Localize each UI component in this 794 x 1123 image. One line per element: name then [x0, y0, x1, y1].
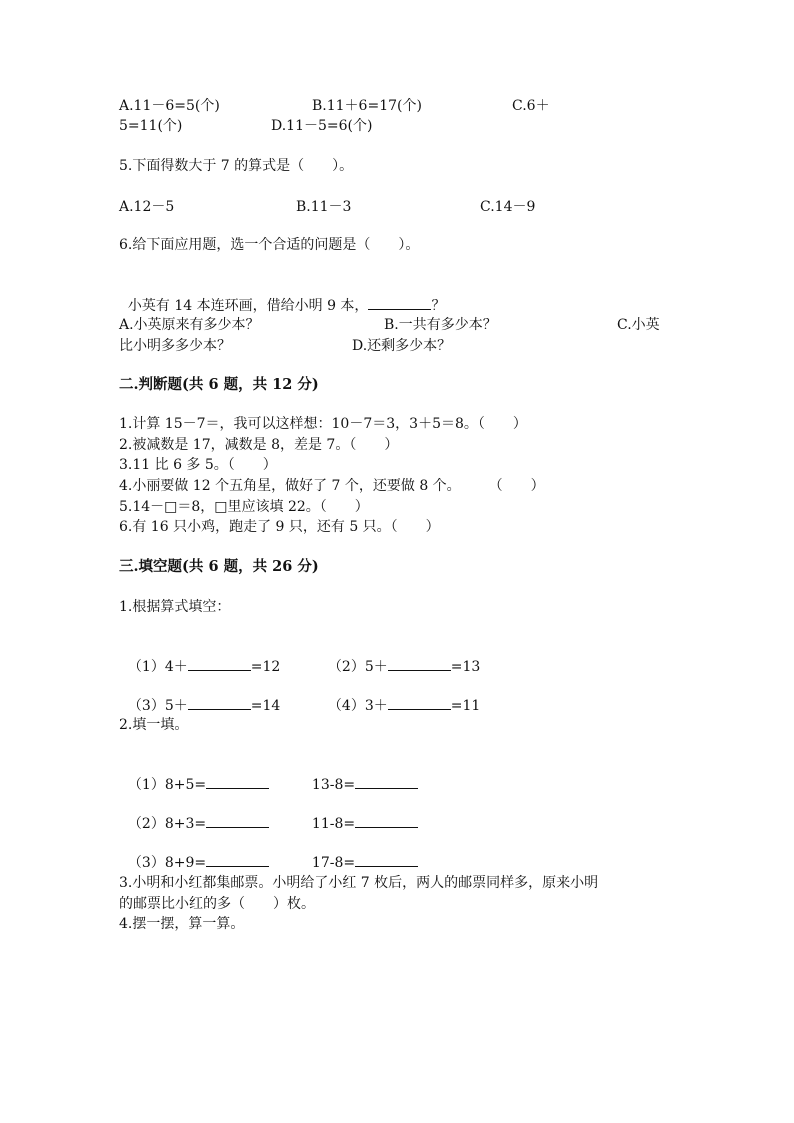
item-suffix: =13	[450, 659, 481, 675]
equation: 11-8=	[311, 816, 356, 832]
item-prefix: （2）5＋	[327, 659, 388, 675]
q6-stem: 6.给下面应用题，选一个合适的问题是（ ）。	[119, 237, 420, 253]
judge-item-5: 5.14－□＝8，□里应该填 22。（ ）	[119, 499, 369, 515]
q6-option-c-part2: 比小明多多少本？	[119, 338, 231, 354]
q5-option-a: A.12－5	[119, 199, 175, 215]
equation: （3）8+9=	[127, 855, 207, 871]
q6-problem-question-mark: ？	[431, 298, 446, 314]
q6-option-a: A.小英原来有多少本？	[119, 317, 260, 333]
judge-item-1: 1.计算 15－7＝，我可以这样想：10－7＝3，3＋5＝8。（ ）	[119, 416, 527, 432]
fill-q2-row-2-right	[303, 795, 418, 833]
fill-q4-stem: 4.摆一摆，算一算。	[119, 916, 245, 932]
q4-option-c-part2: 5=11(个)	[119, 118, 183, 134]
section3-title: 三.填空题(共 6 题，共 26 分)	[119, 558, 319, 575]
fill-q2-row-2-left	[119, 795, 269, 833]
q5-stem: 5.下面得数大于 7 的算式是（ ）。	[119, 158, 354, 174]
equation: 13-8=	[311, 777, 356, 793]
fill-q1-item-3	[119, 677, 280, 715]
q5-option-c: C.14－9	[480, 199, 536, 215]
judge-item-3: 3.11 比 6 多 5。（ ）	[119, 457, 277, 473]
fill-q1-item-4	[319, 677, 480, 715]
item-prefix: （3）5＋	[127, 698, 188, 714]
answer-blank	[206, 852, 269, 867]
item-suffix: =14	[250, 698, 281, 714]
judge-item-4: 4.小丽要做 12 个五角星，做好了 7 个，还要做 8 个。 （ ）	[119, 478, 545, 494]
item-prefix: （4）3＋	[327, 698, 388, 714]
fill-q2-row-1-right	[303, 756, 418, 794]
q4-option-a: A.11－6=5(个)	[119, 98, 220, 114]
q4-option-b: B.11＋6=17(个)	[312, 98, 422, 114]
equation: 17-8=	[311, 855, 356, 871]
fill-q3-line-2: 的邮票比小红的多（ ）枚。	[119, 896, 315, 912]
item-prefix: （1）4＋	[127, 659, 188, 675]
answer-blank	[388, 695, 451, 710]
fill-q3-line-1: 3.小明和小红都集邮票。小明给了小红 7 枚后，两人的邮票同样多，原来小明	[119, 875, 599, 891]
fill-q1-item-2	[319, 638, 480, 676]
answer-blank	[368, 295, 431, 310]
item-suffix: =11	[450, 698, 481, 714]
section2-title: 二.判断题(共 6 题，共 12 分)	[119, 376, 319, 393]
q6-problem	[119, 277, 445, 315]
answer-blank	[355, 852, 418, 867]
judge-item-6: 6.有 16 只小鸡，跑走了 9 只，还有 5 只。（ ）	[119, 519, 440, 535]
q5-option-b: B.11－3	[296, 199, 352, 215]
answer-blank	[355, 774, 418, 789]
item-suffix: =12	[250, 659, 281, 675]
answer-blank	[188, 695, 251, 710]
answer-blank	[388, 656, 451, 671]
q4-option-d: D.11－5=6(个)	[271, 118, 373, 134]
equation: （2）8+3=	[127, 816, 207, 832]
answer-blank	[206, 813, 269, 828]
q6-option-c-part1: C.小英	[617, 317, 660, 333]
answer-blank	[188, 656, 251, 671]
q6-option-b: B.一共有多少本？	[384, 317, 497, 333]
fill-q1-item-1	[119, 638, 280, 676]
fill-q1-stem: 1.根据算式填空：	[119, 599, 231, 615]
equation: （1）8+5=	[127, 777, 207, 793]
q6-problem-text: 小英有 14 本连环画，借给小明 9 本，	[127, 298, 369, 314]
answer-blank	[355, 813, 418, 828]
fill-q2-row-1-left	[119, 756, 269, 794]
answer-blank	[206, 774, 269, 789]
fill-q2-row-3-left	[119, 834, 269, 872]
q6-option-d: D.还剩多少本？	[352, 338, 452, 354]
q4-option-c-part1: C.6＋	[512, 98, 550, 114]
fill-q2-stem: 2.填一填。	[119, 717, 189, 733]
judge-item-2: 2.被减数是 17，减数是 8，差是 7。（ ）	[119, 437, 399, 453]
fill-q2-row-3-right	[303, 834, 418, 872]
